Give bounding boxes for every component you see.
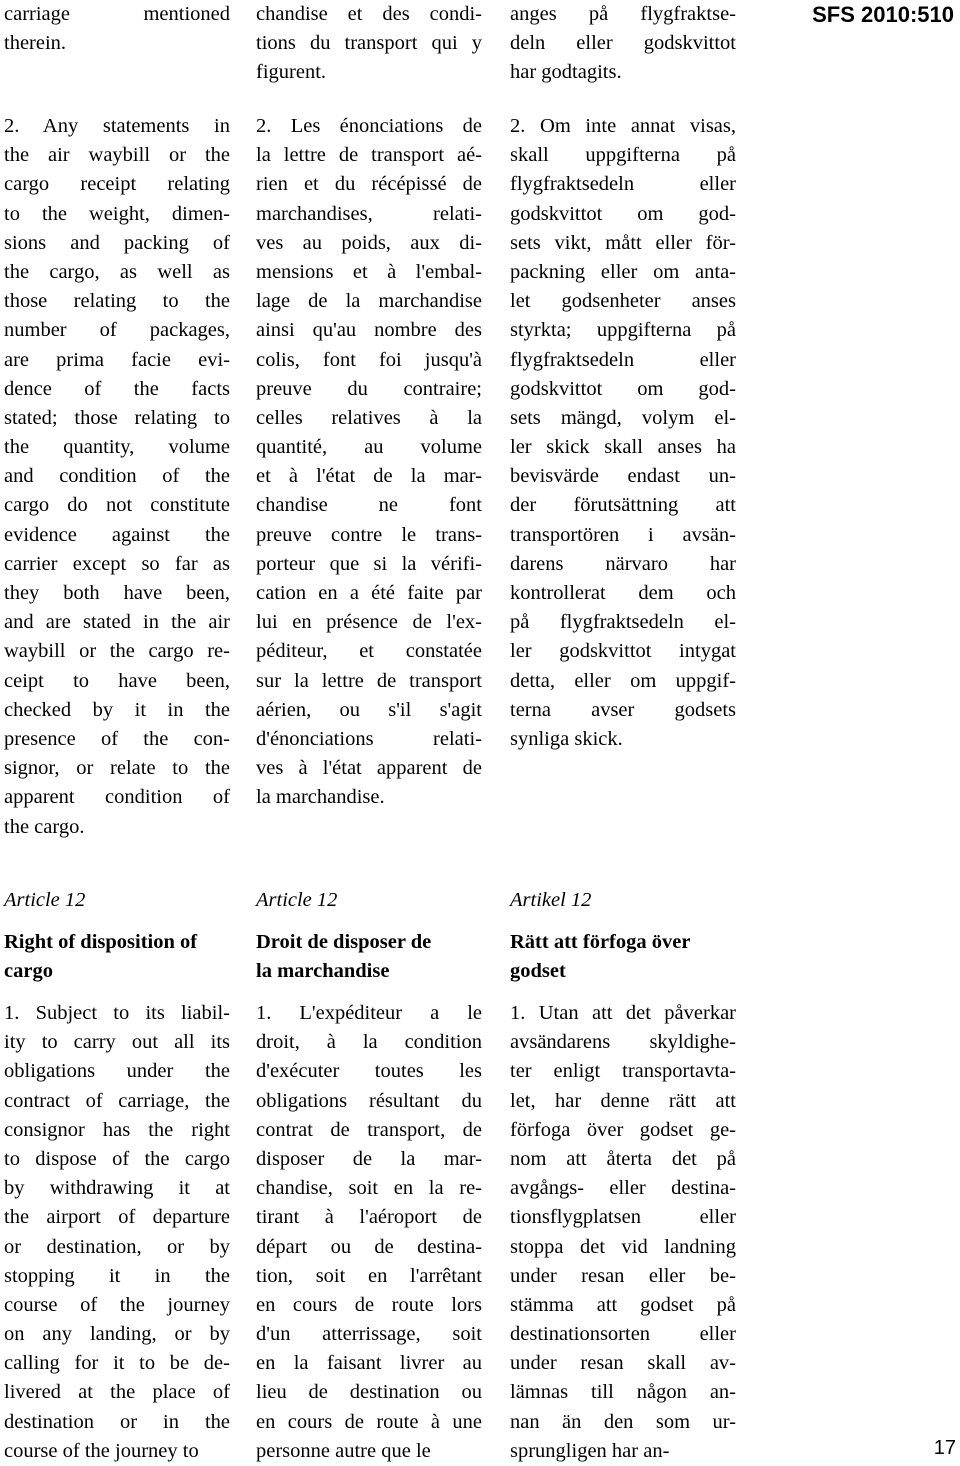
text-line: stämma att godset på (510, 1293, 736, 1316)
text-line: obligations under the (4, 1060, 230, 1083)
text-line: signor, or relate to the (4, 757, 230, 780)
text-line: nom att återta det på (510, 1147, 736, 1170)
text-line: godskvittot om god- (510, 202, 736, 225)
heading-line: la marchandise (256, 960, 390, 983)
text-line: anges på flygfraktse- (510, 3, 736, 25)
text-line: förfoga över godset ge- (510, 1118, 736, 1141)
text-line: ity to carry out all its (4, 1031, 230, 1054)
text-line: those relating to the (4, 290, 230, 313)
text-line: stoppa det vid landning (510, 1235, 736, 1258)
text-line: chandise et des condi- (256, 3, 482, 25)
text-line: carrier except so far as (4, 552, 230, 575)
french-paragraph-2 (256, 112, 482, 813)
text-line: and condition of the (4, 465, 230, 488)
text-line: départ ou de destina- (256, 1235, 482, 1258)
text-line: en cours de route à une (256, 1410, 482, 1433)
text-line: droit, à la condition (256, 1031, 482, 1054)
text-line: under resan skall av- (510, 1352, 736, 1375)
text-line: avsändarens skyldighe- (510, 1031, 736, 1054)
text-line: on any landing, or by (4, 1323, 230, 1346)
text-line: sur la lettre de transport (256, 669, 482, 692)
text-line: nan än den som ur- (510, 1410, 736, 1433)
text-line: rien et du récépissé de (256, 173, 482, 196)
text-line: avgångs- eller destina- (510, 1177, 736, 1200)
text-line: ter enligt transportavta- (510, 1060, 736, 1083)
text-line: contrat de transport, de (256, 1118, 482, 1141)
text-line: they both have been, (4, 582, 230, 604)
text-line: lage de la marchandise (256, 290, 482, 313)
text-line: the quantity, volume (4, 436, 230, 459)
text-line: 1. Utan att det påverkar (510, 1002, 736, 1024)
article-heading (256, 928, 482, 986)
text-line: chandise ne font (256, 494, 482, 517)
text-line: ves à l'état apparent de (256, 757, 482, 780)
heading-line: cargo (4, 960, 53, 983)
text-line: ler skick skall anses ha (510, 436, 736, 459)
text-line: en la faisant livrer au (256, 1352, 482, 1375)
text-line: colis, font foi jusqu'à (256, 348, 482, 371)
text-line: sprungligen har an- (510, 1439, 670, 1462)
text-line: obligations résultant du (256, 1089, 482, 1112)
english-paragraph-2 (4, 112, 230, 842)
text-line: figurent. (256, 61, 327, 84)
article-label: Article 12 (256, 889, 338, 911)
text-line: preuve du contraire; (256, 377, 482, 400)
text-line: aérien, ou s'il s'agit (256, 698, 482, 721)
text-line: har godtagits. (510, 61, 622, 84)
text-line: d'énonciations relati- (256, 727, 482, 750)
text-line: darens närvaro har (510, 552, 736, 575)
text-line: porteur que si la vérifi- (256, 552, 482, 575)
heading-line: godset (510, 960, 566, 983)
text-line: evidence against the (4, 523, 230, 546)
text-line: packning eller om anta- (510, 260, 736, 283)
text-line: ves au poids, aux di- (256, 231, 482, 254)
text-line: d'un atterrissage, soit (256, 1323, 482, 1346)
swedish-paragraph-1 (510, 999, 736, 1466)
text-line: 2. Les énonciations de (256, 115, 482, 137)
text-line: transportören i avsän- (510, 523, 736, 546)
text-line: to the weight, dimen- (4, 202, 230, 225)
text-line: tirant à l'aéroport de (256, 1206, 482, 1229)
text-line: tions du transport qui y (256, 32, 482, 55)
text-line: checked by it in the (4, 698, 230, 721)
text-line: sions and packing of (4, 231, 230, 254)
text-line: en cours de route lors (256, 1293, 482, 1316)
text-line: la marchandise. (256, 786, 385, 809)
text-line: mensions et à l'embal- (256, 260, 482, 283)
text-line: calling for it to be de- (4, 1352, 230, 1375)
text-line: apparent condition of (4, 786, 230, 809)
text-line: carriage mentioned (4, 3, 230, 25)
text-line: disposer de la mar- (256, 1147, 482, 1170)
text-line: 1. Subject to its liabil- (4, 1002, 230, 1024)
text-line: or destination, or by (4, 1235, 230, 1258)
french-top-fragment (256, 0, 482, 88)
text-line: the air waybill or the (4, 144, 230, 167)
text-line: flygfraktsedeln eller (510, 348, 736, 371)
text-line: number of packages, (4, 319, 230, 342)
text-line: styrkta; uppgifterna på (510, 319, 736, 342)
text-line: the airport of departure (4, 1206, 230, 1229)
text-line: lämnas till någon an- (510, 1381, 736, 1404)
text-line: ler godskvittot intygat (510, 640, 736, 663)
text-line: kontrollerat dem och (510, 582, 736, 604)
text-line: tionsflygplatsen eller (510, 1206, 736, 1229)
text-line: tion, soit en l'arrêtant (256, 1264, 482, 1287)
heading-line: Right of disposition of (4, 931, 198, 953)
text-line: stopping it in the (4, 1264, 230, 1287)
text-line: the cargo, as well as (4, 260, 230, 283)
english-article-heading-block (4, 884, 230, 986)
text-line: synliga skick. (510, 727, 623, 750)
text-line: dence of the facts (4, 377, 230, 400)
text-line: chandise, soit en la re- (256, 1177, 482, 1200)
text-line: marchandises, relati- (256, 202, 482, 225)
article-label: Artikel 12 (510, 889, 592, 911)
english-paragraph-1 (4, 999, 230, 1466)
text-line: contract of carriage, the (4, 1089, 230, 1112)
text-line: and are stated in the air (4, 611, 230, 634)
text-line: course of the journey (4, 1293, 230, 1316)
text-line: presence of the con- (4, 727, 230, 750)
text-line: la lettre de transport aé- (256, 144, 482, 167)
text-line: sets vikt, mått eller för- (510, 231, 736, 254)
text-line: godskvittot om god- (510, 377, 736, 400)
french-article-heading-block (256, 884, 482, 986)
text-line: the cargo. (4, 815, 85, 838)
swedish-top-fragment (510, 0, 736, 88)
text-line: course of the journey to (4, 1439, 199, 1462)
text-line: quantité, au volume (256, 436, 482, 459)
heading-line: Rätt att förfoga över (510, 931, 691, 953)
text-line: ceipt to have been, (4, 669, 230, 692)
text-line: therein. (4, 32, 67, 55)
article-label: Article 12 (4, 889, 86, 911)
text-line: waybill or the cargo re- (4, 640, 230, 663)
text-line: bevisvärde endast un- (510, 465, 736, 488)
swedish-article-heading-block (510, 884, 736, 986)
text-line: preuve contre le trans- (256, 523, 482, 546)
article-heading (510, 928, 736, 986)
document-code: SFS 2010:510 (812, 2, 954, 27)
text-line: på flygfraktsedeln el- (510, 611, 736, 634)
text-line: sets mängd, volym el- (510, 406, 736, 429)
text-line: skall uppgifterna på (510, 144, 736, 167)
text-line: destination or in the (4, 1410, 230, 1433)
text-line: deln eller godskvittot (510, 32, 736, 55)
text-line: livered at the place of (4, 1381, 230, 1404)
article-heading (4, 928, 230, 986)
text-line: 2. Om inte annat visas, (510, 115, 736, 137)
text-line: 2. Any statements in (4, 115, 230, 137)
text-line: destinationsorten eller (510, 1323, 736, 1346)
text-line: are prima facie evi- (4, 348, 230, 371)
text-line: detta, eller om uppgif- (510, 669, 736, 692)
text-line: der förutsättning att (510, 494, 736, 517)
text-line: péditeur, et constatée (256, 640, 482, 663)
french-paragraph-1 (256, 999, 482, 1466)
text-line: under resan eller be- (510, 1264, 736, 1287)
text-line: consignor has the right (4, 1118, 230, 1141)
text-line: to dispose of the cargo (4, 1147, 230, 1170)
text-line: terna avser godsets (510, 698, 736, 721)
text-line: by withdrawing it at (4, 1177, 230, 1200)
text-line: stated; those relating to (4, 406, 230, 429)
page-number: 17 (933, 1437, 956, 1459)
text-line: ainsi qu'au nombre des (256, 319, 482, 342)
text-line: cation en a été faite par (256, 582, 482, 604)
heading-line: Droit de disposer de (256, 931, 432, 953)
text-line: d'exécuter toutes les (256, 1060, 482, 1083)
text-line: let godsenheter anses (510, 290, 736, 313)
text-line: lui en présence de l'ex- (256, 611, 482, 634)
english-top-fragment (4, 0, 230, 58)
swedish-paragraph-2 (510, 112, 736, 754)
text-line: cargo receipt relating (4, 173, 230, 196)
text-line: lieu de destination ou (256, 1381, 482, 1404)
text-line: personne autre que le (256, 1439, 431, 1462)
text-line: et à l'état de la mar- (256, 465, 482, 488)
text-line: let, har denne rätt att (510, 1089, 736, 1112)
text-line: celles relatives à la (256, 406, 482, 429)
text-line: cargo do not constitute (4, 494, 230, 517)
text-line: 1. L'expéditeur a le (256, 1002, 482, 1024)
text-line: flygfraktsedeln eller (510, 173, 736, 196)
